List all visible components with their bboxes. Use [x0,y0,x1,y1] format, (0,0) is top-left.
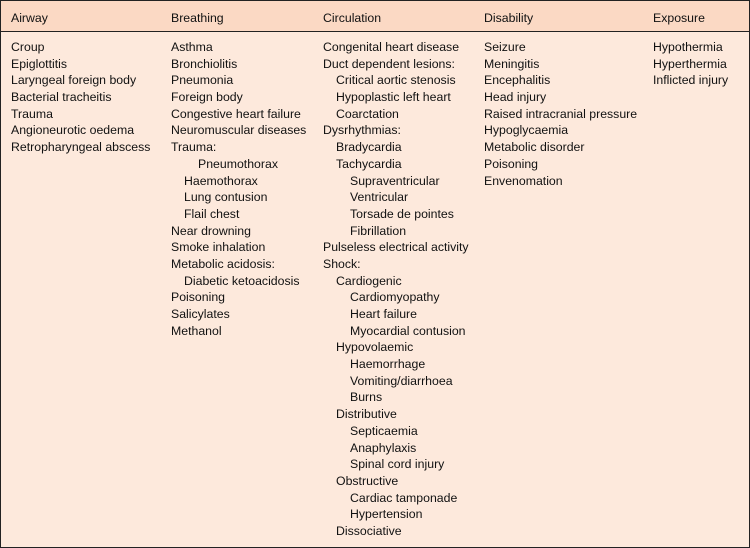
list-item: Pneumonia [171,73,234,88]
list-subitem: Myocardial contusion [350,323,466,338]
list-item: Dysrhythmias: [323,123,401,138]
list-item: Meningitis [484,56,540,71]
list-subitem: Cardiac tamponade [350,490,458,505]
table-header-row [1,1,749,32]
list-subitem: Hypovolaemic [336,340,414,355]
list-subitem: Fibrillation [350,223,407,238]
list-item: Shock: [323,256,361,271]
disability-column [484,39,637,189]
list-item: Duct dependent lesions: [323,56,455,71]
list-item: Trauma: [171,140,217,155]
header-disability: Disability [484,11,534,25]
list-item: Angioneurotic oedema [11,123,135,138]
list-subitem: Hypertension [350,507,423,522]
list-item: Metabolic acidosis: [171,256,275,271]
list-subitem: Bradycardia [336,140,402,155]
list-item: Hypoglycaemia [484,123,569,138]
exposure-column [653,39,728,89]
breathing-column [171,39,306,339]
list-subitem: Spinal cord injury [350,457,445,472]
list-item: Hypothermia [653,40,723,54]
list-subitem: Obstructive [336,473,399,488]
list-item: Raised intracranial pressure [484,106,638,121]
list-item: Poisoning [484,156,539,171]
list-subitem: Burns [350,390,383,405]
list-item: Hyperthermia [653,56,727,71]
list-subitem: Distributive [336,407,397,422]
list-subitem: Critical aortic stenosis [336,73,456,88]
list-item: Foreign body [171,90,243,105]
header-circulation: Circulation [323,11,382,25]
list-subitem: Supraventricular [350,173,440,188]
list-subitem: Haemothorax [184,173,258,188]
list-item: Trauma [11,106,53,121]
list-item: Inflicted injury [653,73,729,88]
list-subitem: Haemorrhage [350,357,426,372]
list-item: Near drowning [171,223,251,238]
list-subitem: Flail chest [184,206,240,221]
list-item: Encephalitis [484,73,551,88]
list-item: Congenital heart disease [323,40,460,54]
list-item: Bronchiolitis [171,56,238,71]
list-item: Croup [11,40,45,54]
list-item: Asthma [171,40,213,54]
list-subitem: Anaphylaxis [350,440,417,455]
list-subitem: Pneumothorax [198,156,278,171]
list-subitem: Lung contusion [184,190,268,205]
list-item: Envenomation [484,173,563,188]
list-subitem: Tachycardia [336,156,402,171]
list-item: Laryngeal foreign body [11,73,137,88]
list-subitem: Dissociative [336,523,402,538]
list-subitem: Heart failure [350,307,417,321]
list-item: Retropharyngeal abscess [11,140,151,155]
airway-column [11,39,150,156]
list-subitem: Diabetic ketoacidosis [184,273,300,288]
list-item: Metabolic disorder [484,140,585,155]
circulation-column [323,39,469,540]
list-subitem: Ventricular [350,190,409,205]
list-subitem: Septicaemia [350,423,418,438]
list-item: Salicylates [171,307,230,321]
header-airway: Airway [11,11,48,25]
list-item: Methanol [171,323,222,338]
list-item: Seizure [484,40,526,54]
list-item: Pulseless electrical activity [323,240,469,255]
list-subitem: Coarctation [336,106,399,121]
list-item: Epiglottitis [11,56,68,71]
list-item: Neuromuscular diseases [171,123,307,138]
list-item: Congestive heart failure [171,106,301,121]
list-subitem: Torsade de pointes [350,206,454,221]
list-item: Head injury [484,90,547,105]
list-subitem: Hypoplastic left heart [336,90,451,105]
header-exposure: Exposure [653,11,705,25]
list-item: Poisoning [171,290,226,305]
list-item: Smoke inhalation [171,240,266,255]
header-breathing: Breathing [171,11,224,25]
list-subitem: Cardiomyopathy [350,290,440,305]
list-item: Bacterial tracheitis [11,90,112,105]
list-subitem: Cardiogenic [336,273,402,288]
list-subitem: Vomiting/diarrhoea [350,373,453,388]
